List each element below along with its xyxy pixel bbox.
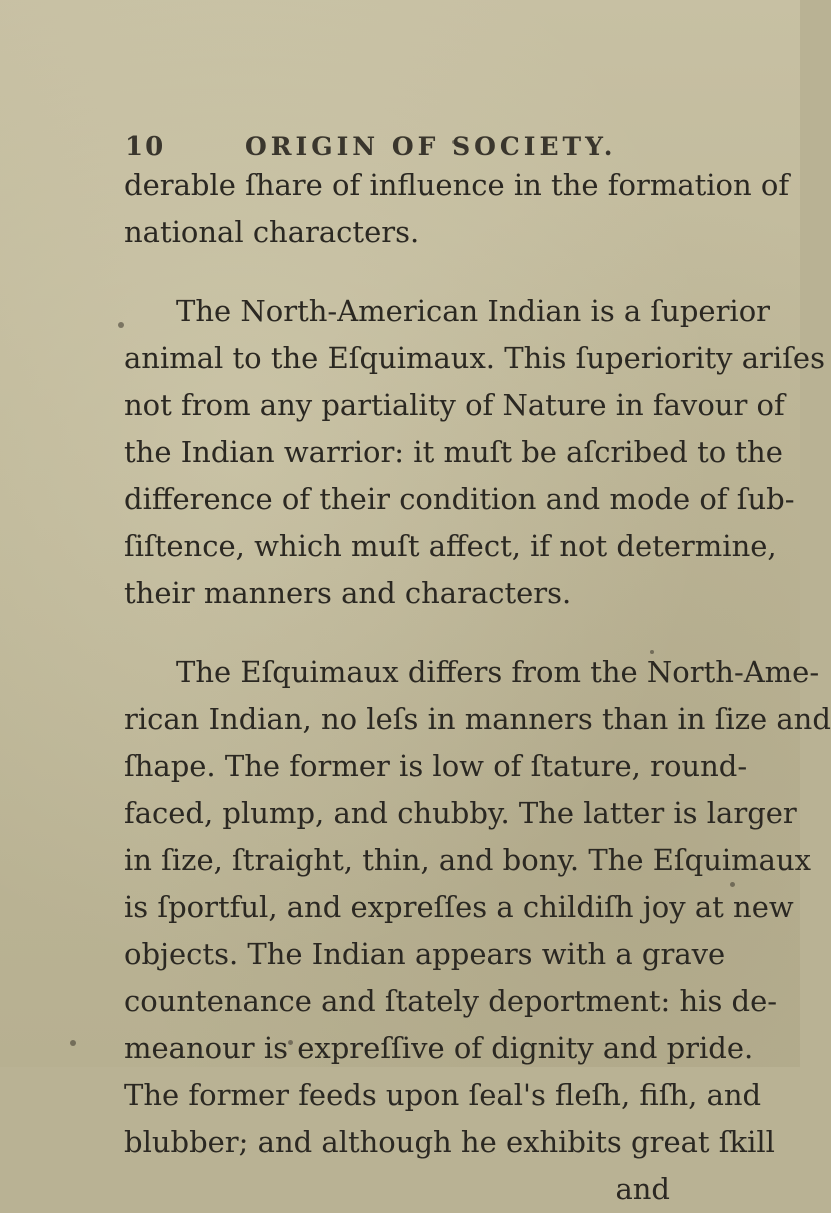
text-line: meanour is expreſſive of dignity and pride. (124, 1031, 754, 1065)
text-line: in ſize, ſtraight, thin, and bony. The Eſquimaux (124, 843, 811, 877)
paragraph-continuation (124, 162, 790, 256)
text-line: faced, plump, and chubby. The latter is larger (124, 796, 797, 830)
text-line: The Eſquimaux differs from the North-Ame- (176, 655, 820, 689)
text-line: The former feeds upon ſeal's fleſh, fiſh, and (124, 1078, 762, 1112)
catchword: and (615, 1172, 670, 1206)
text-line: their manners and characters. (124, 576, 572, 610)
running-title: ORIGIN OF SOCIETY. (245, 132, 617, 161)
ink-speck (730, 882, 735, 887)
text-line: countenance and ſtately deportment: his de- (124, 984, 778, 1018)
text-line: blubber; and although he exhibits great ſkill (124, 1125, 775, 1159)
text-line: not from any partiality of Nature in favour of (124, 388, 785, 422)
page-number: 10 (125, 132, 166, 162)
paragraph (124, 288, 825, 617)
paragraph-gap (124, 256, 670, 288)
text-line: national characters. (124, 215, 420, 249)
text-line: The North-American Indian is a ſuperior (176, 294, 771, 328)
text-line: difference of their condition and mode of ſub- (124, 482, 795, 516)
paragraph (124, 649, 831, 1166)
running-head (125, 132, 685, 166)
text-line: animal to the Eſquimaux. This ſuperiority ariſes (124, 341, 825, 375)
text-line: ſiſtence, which muſt affect, if not determine, (124, 529, 777, 563)
body-text (124, 162, 831, 1213)
text-line: derable ſhare of influence in the formation of (124, 168, 790, 202)
ink-speck (70, 1040, 76, 1046)
text-line: rican Indian, no leſs in manners than in ſize and (124, 702, 831, 736)
text-line: the Indian warrior: it muſt be aſcribed to the (124, 435, 783, 469)
text-line: ſhape. The former is low of ſtature, round- (124, 749, 748, 783)
text-line: objects. The Indian appears with a grave (124, 937, 726, 971)
text-line: is ſportful, and expreſſes a childiſh joy at new (124, 890, 794, 924)
paragraph-gap (124, 617, 670, 649)
